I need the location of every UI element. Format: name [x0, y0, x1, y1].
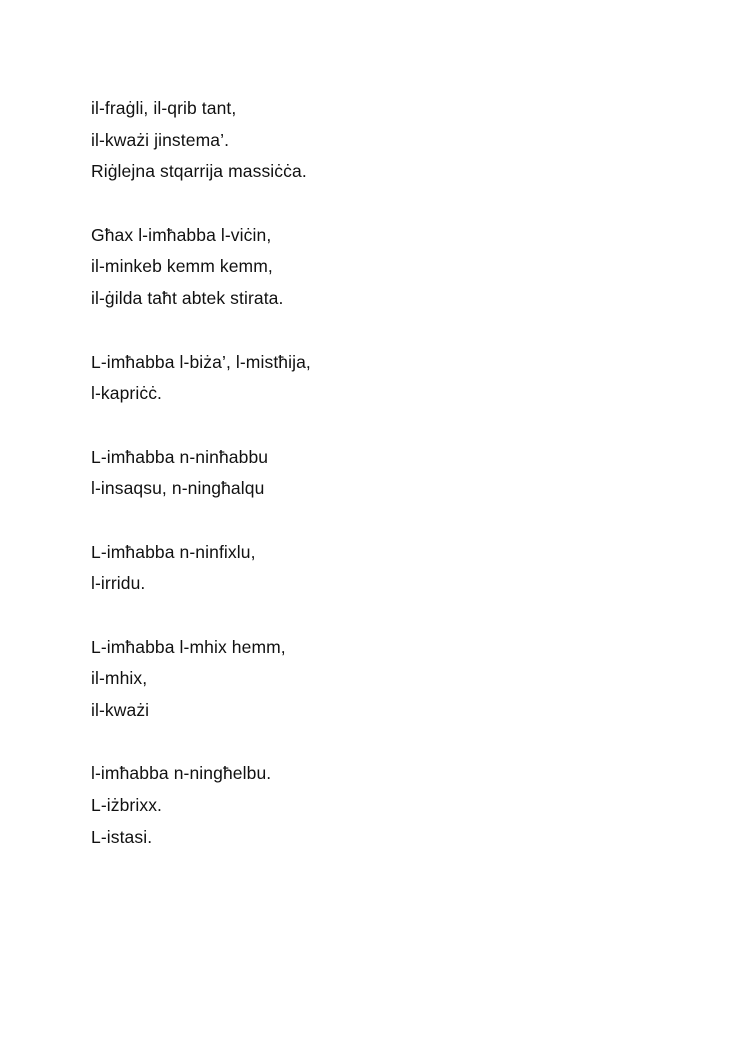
poem-line: L-istasi.: [91, 826, 153, 847]
poem-line: il-kważi jinstema’.: [91, 129, 230, 150]
poem-line: il-mhix,: [91, 668, 148, 689]
poem-line: L-imħabba l-biża’, l-mistħija,: [91, 351, 311, 372]
poem: [91, 93, 311, 885]
stanza-2: [91, 220, 311, 315]
stanza-6: [91, 632, 311, 727]
poem-line: il-fraġli, il-qrib tant,: [91, 98, 237, 118]
stanza-1: [91, 93, 311, 188]
poem-line: l-irridu.: [91, 573, 146, 594]
poem-line: L-imħabba n-ninħabbu: [91, 446, 269, 467]
poem-line: il-minkeb kemm kemm,: [91, 256, 273, 277]
stanza-4: [91, 442, 311, 505]
poem-line: L-imħabba l-mhix hemm,: [91, 636, 286, 657]
poem-line: l-imħabba n-ningħelbu.: [91, 763, 272, 784]
poem-line: Riġlejna stqarrija massiċċa.: [91, 161, 307, 182]
poem-line: l-kapriċċ.: [91, 383, 163, 404]
poem-line: L-iżbrixx.: [91, 795, 163, 816]
poem-line: L-imħabba n-ninfixlu,: [91, 541, 256, 562]
poem-line: Għax l-imħabba l-viċin,: [91, 224, 272, 245]
stanza-7: [91, 758, 311, 853]
stanza-3: [91, 347, 311, 410]
poem-line: il-ġilda taħt abtek stirata.: [91, 288, 284, 309]
poem-line: l-insaqsu, n-ningħalqu: [91, 478, 265, 499]
poem-line: il-kważi: [91, 700, 150, 721]
stanza-5: [91, 537, 311, 600]
